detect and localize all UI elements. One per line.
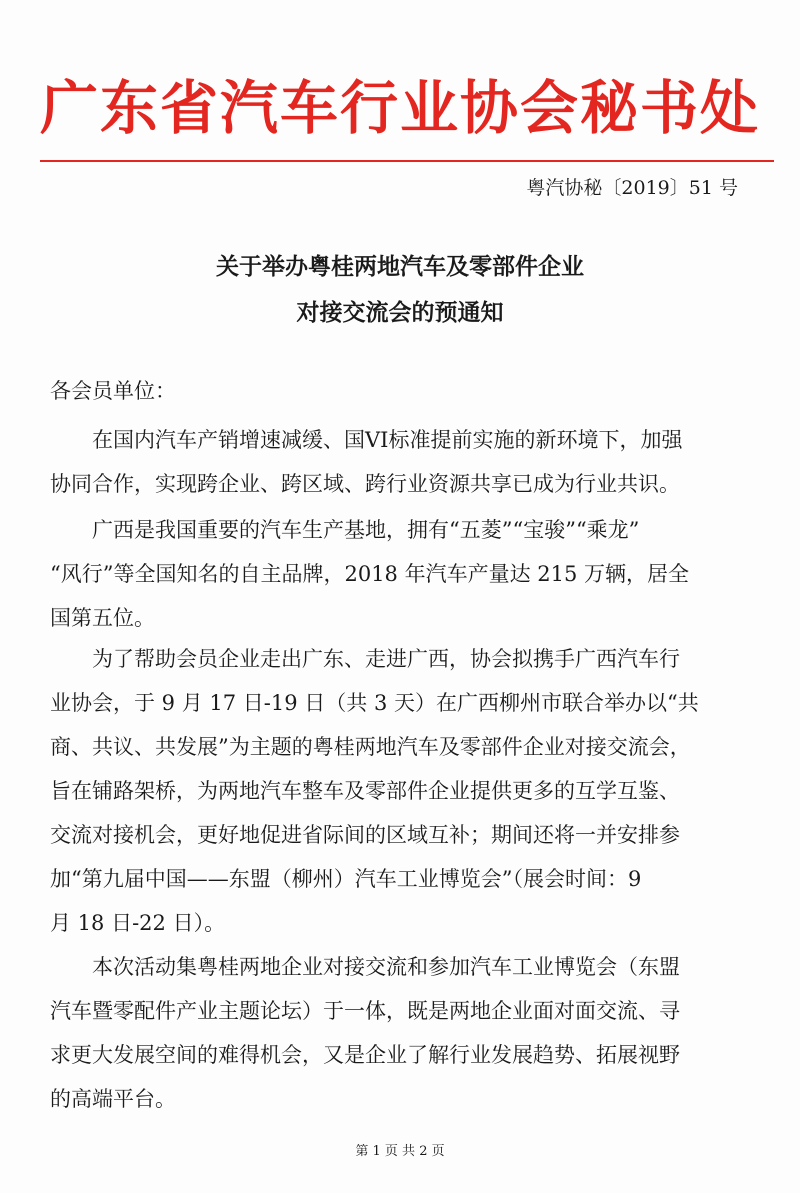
paragraph-line: 国第五位。 (50, 606, 155, 630)
paragraph-line: 汽车暨零配件产业主题论坛）于一体，既是两地企业面对面交流、寻 (50, 999, 680, 1023)
paragraph-line: 本次活动集粤桂两地企业对接交流和参加汽车工业博览会（东盟 (50, 955, 680, 979)
paragraph-line: 月 18 日-22 日）。 (50, 911, 226, 935)
notice-title-line-1: 关于举办粤桂两地汽车及零部件企业 (216, 253, 584, 280)
paragraph-line: 旨在铺路架桥，为两地汽车整车及零部件企业提供更多的互学互鉴、 (50, 779, 680, 803)
letterhead-red-rule (40, 160, 774, 162)
salutation: 各会员单位： (50, 379, 176, 403)
paragraph-1 (50, 418, 755, 506)
paragraph-line: 加“第九届中国——东盟（柳州）汽车工业博览会”（展会时间：9 (50, 867, 642, 891)
paragraph-line: 求更大发展空间的难得机会，又是企业了解行业发展趋势、拓展视野 (50, 1043, 680, 1067)
paragraph-line: 业协会，于 9 月 17 日-19 日（共 3 天）在广西柳州市联合举办以“共 (50, 691, 699, 715)
paragraph-line: 协同合作，实现跨企业、跨区域、跨行业资源共享已成为行业共识。 (50, 472, 680, 496)
paragraph-line: “风行”等全国知名的自主品牌，2018 年汽车产量达 215 万辆，居全 (50, 562, 690, 586)
paragraph-4 (50, 945, 755, 1121)
paragraph-line: 在国内汽车产销增速减缓、国VI标准提前实施的新环境下，加强 (50, 428, 683, 452)
paragraph-line: 为了帮助会员企业走出广东、走进广西，协会拟携手广西汽车行 (50, 647, 680, 671)
page-number-footer: 第 1 页 共 2 页 (355, 1144, 445, 1159)
notice-title-line-2: 对接交流会的预通知 (296, 299, 504, 326)
paragraph-3 (50, 637, 755, 945)
paragraph-line: 商、共议、共发展”为主题的粤桂两地汽车及零部件企业对接交流会， (50, 735, 691, 759)
paragraph-2 (50, 508, 755, 640)
paragraph-line: 广西是我国重要的汽车生产基地，拥有“五菱”“宝骏”“乘龙” (50, 518, 640, 542)
document-number: 粤汽协秘〔2019〕51 号 (526, 177, 738, 199)
paragraph-line: 的高端平台。 (50, 1087, 176, 1111)
paragraph-line: 交流对接机会，更好地促进省际间的区域互补；期间还将一并安排参 (50, 823, 680, 847)
letterhead-title: 广东省汽车行业协会秘书处 (39, 74, 760, 142)
